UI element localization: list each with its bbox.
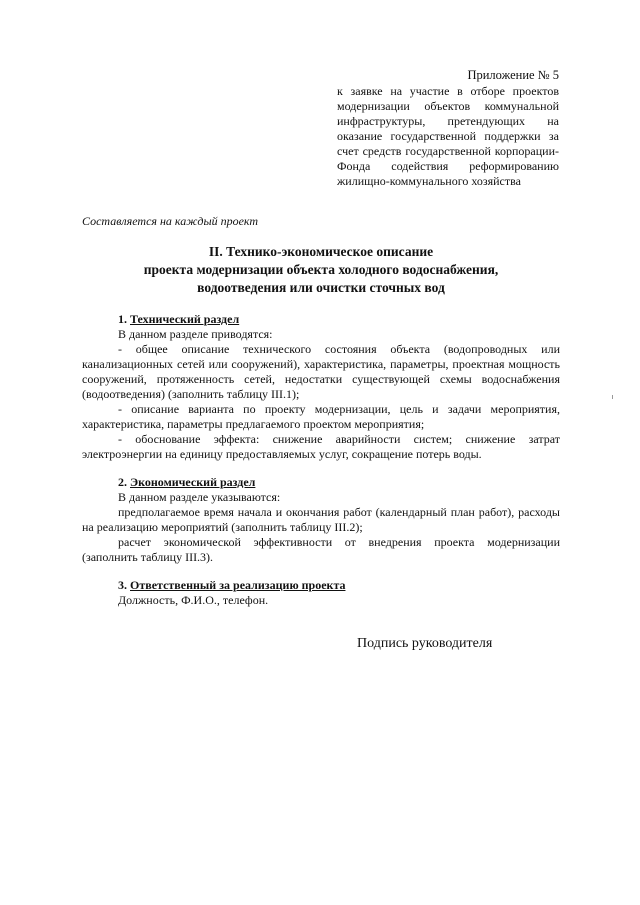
section-number: 2. xyxy=(118,475,127,489)
per-project-note: Составляется на каждый проект xyxy=(82,214,259,228)
section-intro: В данном разделе указываются: xyxy=(118,490,281,504)
technical-section xyxy=(82,312,560,462)
appendix-block xyxy=(337,68,559,189)
paragraph: предполагаемое время начала и окончания работ (календарный план работ), расходы на реализацию мероприятий (заполнить таблицу III.2); xyxy=(82,505,560,534)
signature-label: Подпись руководителя xyxy=(357,636,493,651)
economic-section xyxy=(82,475,560,565)
title-line-2: проекта модернизации объекта холодного водоснабжения, xyxy=(143,262,499,277)
paragraph: расчет экономической эффективности от внедрения проекта модернизации (заполнить таблицу III.3). xyxy=(82,535,560,564)
section-number: 1. xyxy=(118,312,127,326)
appendix-title: Приложение № 5 xyxy=(467,68,559,82)
title-line-3: водоотведения или очистки сточных вод xyxy=(197,280,445,295)
technical-section-heading xyxy=(82,312,560,327)
economic-section-heading xyxy=(82,475,560,490)
section-heading-text: Экономический раздел xyxy=(130,475,256,489)
paragraph: - описание варианта по проекту модернизации, цель и задачи мероприятия, характеристика, параметры предлагаемого проектом мероприятия; xyxy=(82,402,560,431)
contact-fields-text: Должность, Ф.И.О., телефон. xyxy=(118,593,269,607)
section-heading-text: Технический раздел xyxy=(130,312,240,326)
scan-artifact xyxy=(612,395,613,399)
paragraph: - общее описание технического состояния объекта (водопроводных или канализационных сетей или сооружений), характеристика, параметры, проектная мощность сооружений, протяженность сетей, недостатки существующей схемы водоснабжения (водоотведения) (заполнить таблицу III.1); xyxy=(82,342,560,401)
responsible-section-heading xyxy=(82,578,560,593)
appendix-text: к заявке на участие в отборе проектов модернизации объектов коммунальной инфраструктуры, претендующих на оказание государственной поддержки за счет средств государственной корпорации-Фонда содействия реформированию жилищно-коммунального хозяйства xyxy=(337,84,559,188)
paragraph: - обоснование эффекта: снижение аварийности систем; снижение затрат электроэнергии на единицу предоставляемых услуг, сокращение потерь воды. xyxy=(82,432,560,461)
document-title xyxy=(82,243,560,297)
responsible-section xyxy=(82,578,560,608)
section-heading-text: Ответственный за реализацию проекта xyxy=(130,578,346,592)
title-line-1: II. Технико-экономическое описание xyxy=(208,244,434,259)
section-number: 3. xyxy=(118,578,127,592)
section-intro: В данном разделе приводятся: xyxy=(118,327,273,341)
